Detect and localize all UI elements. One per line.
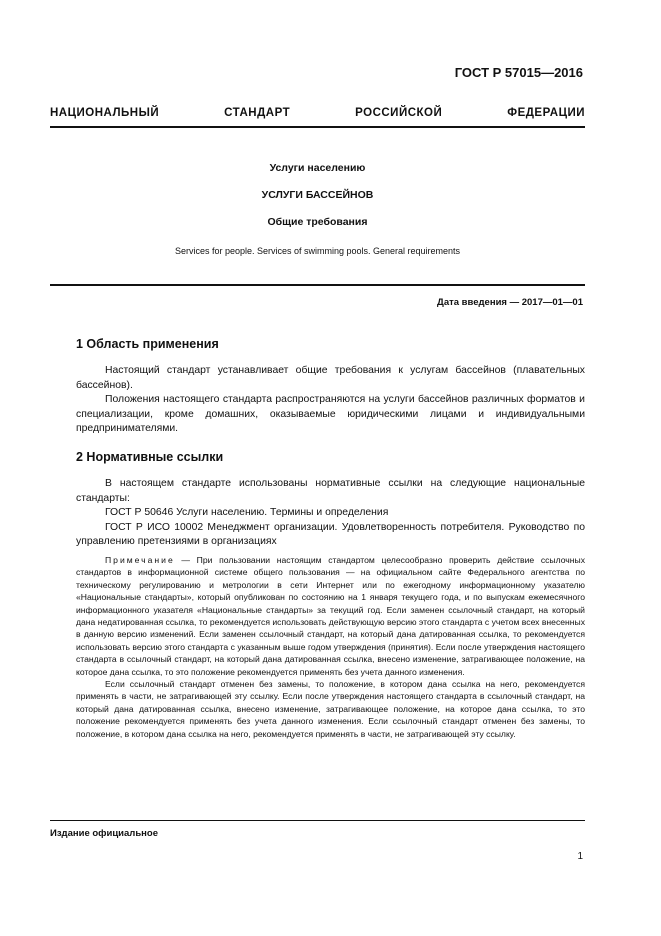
note-label: Примечание: [105, 555, 175, 565]
note-text: — При пользовании настоящим стандартом целесообразно проверить действие ссылочных стандартов в информационной системе общего пользования — на официальном сайте Федерального агентства по техническому регулированию и метрологии в сети Интернет или по ежегодному информационному указателю «Национальные стандарты», который опубликован по состоянию на 1 января текущего года, и по выпускам ежемесячного информационного указателя «Национальные стандарты» за текущий год. Если заменен ссылочный стандарт, на который дана недатированная ссылка, то рекомендуется использовать действующую версию этого стандарта с учетом всех внесенных в данную версию изменений. Если заменен ссылочный стандарт, на который дана датированная ссылка, то рекомендуется использовать версию этого стандарта с указанным выше годом утверждения (принятия). Если после утверждения настоящего стандарта в ссылочный стандарт, на который дана датированная ссылка, внесено изменение, затрагивающее положение, на которое дана ссылка, то это положение рекомендуется применять без учета данного изменения.: [76, 555, 585, 677]
section-2-heading: 2 Нормативные ссылки: [76, 450, 224, 464]
note-block: [76, 554, 585, 740]
reference-2: ГОСТ Р ИСО 10002 Менеджмент организации. Удовлетворенность потребителя. Руководство по управлению претензиями в организациях: [76, 521, 585, 548]
reference-1: ГОСТ Р 50646 Услуги населению. Термины и определения: [105, 507, 389, 519]
header-rule: [50, 126, 585, 128]
title-line-2: УСЛУГИ БАССЕЙНОВ: [261, 189, 374, 201]
title-english: Services for people. Services of swimming pools. General requirements: [174, 246, 461, 256]
page-number: 1: [577, 851, 583, 862]
footer-rule: [50, 820, 585, 821]
national-standard-heading: НАЦИОНАЛЬНЫЙ СТАНДАРТ РОССИЙСКОЙ ФЕДЕРАЦИИ: [50, 107, 585, 119]
edition-label: Издание официальное: [50, 828, 158, 839]
document-number: ГОСТ Р 57015—2016: [454, 65, 583, 80]
section-1-body: [76, 364, 585, 437]
title-line-1: Услуги населению: [269, 162, 366, 174]
introduction-date: Дата введения — 2017—01—01: [437, 297, 583, 308]
title-rule: [50, 284, 585, 286]
section-1-heading: 1 Область применения: [76, 337, 219, 351]
section-1-para-2: Положения настоящего стандарта распространяются на услуги бассейнов различных форматов и специализации, кроме домашних, оказываемые юридическими лицами и индивидуальными предпринимателями.: [76, 394, 585, 435]
section-2-body: [76, 477, 585, 550]
section-1-para-1: Настоящий стандарт устанавливает общие требования к услугам бассейнов (плавательных бассейнов).: [76, 365, 585, 391]
note-para-2: Если ссылочный стандарт отменен без замены, то положение, в котором дана ссылка на него, рекомендуется применять в части, не затрагивающей эту ссылку. Если после утверждения настоящего стандарта в ссылочный стандарт, на который дана датированная ссылка, внесено изменение, затрагивающее положение, на которое дана ссылка, то это положение рекомендуется применять без учета данного изменения. Если ссылочный стандарт отменен без замены, то положение, в котором дана ссылка на него, рекомендуется применять в части, не затрагивающей эту ссылку.: [76, 679, 585, 739]
title-line-3: Общие требования: [267, 216, 368, 228]
section-2-para-1: В настоящем стандарте использованы нормативные ссылки на следующие национальные стандарты:: [76, 478, 585, 504]
